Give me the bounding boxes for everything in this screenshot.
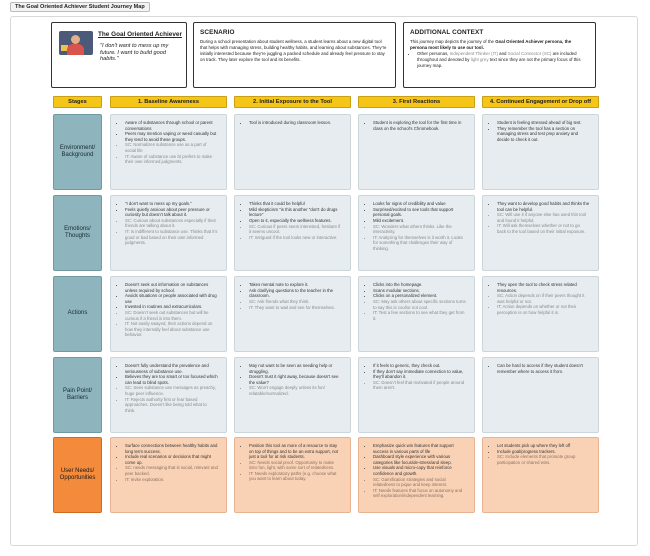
secondary-persona-note: • SC: Doesn't seek out substances but will be curious if a friend is into them. [125, 310, 218, 321]
row-label-pain-points: Pain Point/ Barriers [53, 357, 102, 433]
primary-persona-note: • Include goal/progress trackers. [497, 449, 590, 455]
cell-environment-stage-3[interactable] [358, 114, 475, 190]
scenario-text: During a school presentation about student wellness, a student learns about a new digital tool that helps with managing stress, building healthy habits, and learning about substances. They're initially interested because they're juggling a packed schedule and already feel pressure to stay on track. They later explore the tool and its benefits. [200, 39, 387, 62]
primary-persona-note: • Emphasize quick win features that support success in various parts of life [373, 443, 466, 454]
secondary-persona-note: • SC: Include elements that promote group participation or shared wins. [497, 454, 590, 465]
primary-persona-note: • Include real scenarios or decisions that might come up. [125, 454, 218, 465]
scenario-card [193, 22, 396, 88]
stage-header-2: 2. Initial Exposure to the Tool [234, 96, 351, 108]
primary-persona-note: • Surprised/excited to see tools that support personal goals. [373, 207, 466, 218]
cell-actions-stage-3[interactable] [358, 276, 475, 352]
primary-persona-note: • Student is feeling stressed ahead of big test. [497, 120, 590, 126]
primary-persona-note: • If it feels to generic, they check out. [373, 363, 466, 369]
secondary-persona-note: • IT: Analyzing for themselves is it worth it. Looks for something that challenges their way of thinking. [373, 235, 466, 252]
primary-persona-note: • Clicks into the homepage. [373, 282, 466, 288]
secondary-persona-note: • SC: Wonders what others thinks. Like the interactivity. [373, 224, 466, 235]
secondary-persona-note: • SC: Gamification strategies and social relatedness to pique and keep interest. [373, 477, 466, 488]
cell-user-needs-stage-1[interactable] [110, 437, 227, 513]
cell-emotions-stage-1[interactable] [110, 195, 227, 271]
primary-persona-note: • Doesn't fully understand the prevalence and seriousness of substance use. [125, 363, 218, 374]
persona-quote: "I don't want to mess up my future. I want to build good habits." [100, 43, 169, 63]
cell-pain-points-stage-4[interactable] [482, 357, 599, 433]
stage-header-4: 4. Continued Engagement or Drop off [482, 96, 599, 108]
secondary-persona-note: • IT: Needs features that focus on autonomy and self exploration/independent learning. [373, 488, 466, 499]
secondary-persona-note: • SC: Curious if peers seem interested, hesitant if it seems uncool. [249, 224, 342, 235]
secondary-persona-note: • IT: Rejects authority first or fear based approaches. Doesn't like being told what to think. [125, 397, 218, 414]
secondary-persona-note: • IT: Will ask themselves whether or not to go back to the tool based on their initial exposure. [497, 223, 590, 234]
secondary-persona-note: • SC: Needs social proof. Opportunity to make intro fun, light, with some sort of relatedness. [249, 460, 342, 471]
primary-persona-note: • Invested in routines and extracurriculars. [125, 304, 218, 310]
cell-actions-stage-1[interactable] [110, 276, 227, 352]
row-label-environment: Environment/ Background [53, 114, 102, 190]
cell-environment-stage-2[interactable] [234, 114, 351, 190]
primary-persona-note: • Position this tool as more of a resource to stay on top of things and to be an extra support, not just a tool for at risk students. [249, 443, 342, 460]
cell-user-needs-stage-4[interactable] [482, 437, 599, 513]
primary-persona-note: • Student is exploring the tool for the first time in class on the school's Chromebook. [373, 120, 466, 131]
primary-persona-note: • They want to develop good habits and thinks the tool can be helpful. [497, 201, 590, 212]
cell-actions-stage-2[interactable] [234, 276, 351, 352]
primary-persona-note: • Doesn't seek out information on substances unless required by school. [125, 282, 218, 293]
cell-environment-stage-1[interactable] [110, 114, 227, 190]
secondary-persona-note: • SC: Doesn't feel that motivated if people around them aren't. [373, 380, 466, 391]
additional-context-card [403, 22, 596, 88]
cell-pain-points-stage-3[interactable] [358, 357, 475, 433]
cell-pain-points-stage-2[interactable] [234, 357, 351, 433]
secondary-persona-note: • SC: Normalizes substance use as a part of social life [125, 142, 218, 153]
primary-persona-note: • Peers may mention vaping or weed casually but they tend to avoid these groups. [125, 131, 218, 142]
primary-persona-note: • Tool is introduced during classroom lesson. [249, 120, 342, 126]
secondary-persona-note: • IT: Aware of substance use bt prefers to make their own informed judgments. [125, 154, 218, 165]
secondary-persona-note: • IT: Needs exploratory paths (e.g. choose what you want to learn about today. [249, 471, 342, 482]
student-avatar-icon [59, 31, 93, 55]
secondary-persona-note: • IT: Test a few sections to see what they get from it. [373, 310, 466, 321]
secondary-persona-note: • SC: Won't engage deeply unless its fun/ relatable/normalized. [249, 385, 342, 396]
additional-context-title: ADDITIONAL CONTEXT [410, 29, 484, 36]
primary-persona-note: • Can be hard to access if they student doesn't remember where to access it from. [497, 363, 590, 374]
secondary-persona-note: • SC: Sees substance use messages as preachy, huge peer influence. [125, 385, 218, 396]
primary-persona-note: • Doesn't trust it right away, because doesn't see the value? [249, 374, 342, 385]
secondary-persona-note: • SC: Action depends on if their peers thought it was helpful or not. [497, 293, 590, 304]
primary-persona-note: • Feels quietly anxious about peer pressure or curiosity but doesn't talk about it. [125, 207, 218, 218]
primary-persona-note: • Believes they are too smart or too focused which can lead to blind spots. [125, 374, 218, 385]
primary-persona-note: • Takes mental note to explore it. [249, 282, 342, 288]
secondary-persona-note: • SC: Ask friends what they think. [249, 299, 342, 305]
primary-persona-note: • Clicks on a personalized element. [373, 293, 466, 299]
secondary-persona-note: • SC: Will use it if anyone else has used this tool and found it helpful. [497, 212, 590, 223]
secondary-persona-note: • SC: needs messaging that is social, relevant and peer backed. [125, 465, 218, 476]
cell-emotions-stage-4[interactable] [482, 195, 599, 271]
cell-pain-points-stage-1[interactable] [110, 357, 227, 433]
cell-user-needs-stage-2[interactable] [234, 437, 351, 513]
secondary-persona-note: • SC: Curious about substances especially if their friends are talking about it. [125, 218, 218, 229]
primary-persona-note: • Looks for signs of credibility and value [373, 201, 466, 207]
primary-persona-note: • Use visuals and micro-copy that reinforce confidence and growth. [373, 465, 466, 476]
secondary-persona-note: • IT: They want to wait and see for themselves. [249, 305, 342, 311]
primary-persona-note: • Surface connections between healthy habits and long term success. [125, 443, 218, 454]
primary-persona-note: • They remember the tool has a section on managing stress and test prep anxiety and decide to check it out. [497, 126, 590, 143]
page-title-tab[interactable]: The Goal Oriented Achiever Student Journey Map [10, 2, 150, 12]
primary-persona-note: • Ask clarifying questions to the teacher in the classroom. [249, 288, 342, 299]
primary-persona-note: • Mild skepticism "is this another "don't do drugs lecture" [249, 207, 342, 218]
stage-header-3: 3. First Reactions [358, 96, 475, 108]
primary-persona-note: • Mild excitement. [373, 218, 466, 224]
primary-persona-note: • Dashboard style experience with various categories like focus/de-stress/and sleep. [373, 454, 466, 465]
secondary-persona-note: • IT: Not easily swayed, their actions depend on how they internally feel about substance use behavior. [125, 321, 218, 338]
primary-persona-note: • Scans modular sections. [373, 288, 466, 294]
primary-persona-note: • "I don't want to mess up my goals." [125, 201, 218, 207]
secondary-persona-note: • IT: Action depends on whether or not their perception is on how helpful it is. [497, 304, 590, 315]
row-label-actions: Actions [53, 276, 102, 352]
persona-card [51, 22, 187, 88]
secondary-persona-note: • SC: May ask others about specific sections turns to say this is cool/or not cool. [373, 299, 466, 310]
primary-persona-note: • May not want to be seen as needing help or struggling. [249, 363, 342, 374]
primary-persona-note: • Aware of substances through school or parent conversations [125, 120, 218, 131]
row-label-emotions: Emotions/ Thoughts [53, 195, 102, 271]
row-label-user-needs: User Needs/ Opportunities [53, 437, 102, 513]
primary-persona-note: • If they don't say immediate connection to value, they'll abandon it. [373, 369, 466, 380]
primary-persona-note: • Thinks that it could be helpful [249, 201, 342, 207]
primary-persona-note: • Let students pick up where they left off [497, 443, 590, 449]
secondary-persona-note: • IT: Invite exploration. [125, 477, 218, 483]
cell-environment-stage-4[interactable] [482, 114, 599, 190]
primary-persona-note: • Open to it, especially the wellness features. [249, 218, 342, 224]
scenario-title: SCENARIO [200, 29, 235, 36]
additional-context-text: This journey map depicts the journey of the Goal Oriented Achiever persona, the persona most likely to use our tool. • Other personas, Independent Thinker (IT) and Social Connector (SC) are included throughout and denoted by light grey text since they are not the primary focus of this journey map. [410, 39, 589, 69]
primary-persona-note: • They open the tool to check stress related resources. [497, 282, 590, 293]
stages-header: Stages [53, 96, 102, 108]
cell-emotions-stage-3[interactable] [358, 195, 475, 271]
secondary-persona-note: • IT: Intrigued if the tool looks new or interactive. [249, 235, 342, 241]
stage-header-1: 1. Baseline Awareness [110, 96, 227, 108]
cell-actions-stage-4[interactable] [482, 276, 599, 352]
persona-title: The Goal Oriented Achiever [98, 31, 182, 38]
cell-emotions-stage-2[interactable] [234, 195, 351, 271]
primary-persona-note: • Avoids situations or people associated with drug use [125, 293, 218, 304]
cell-user-needs-stage-3[interactable] [358, 437, 475, 513]
secondary-persona-note: • IT: Is indifferent to substance use. Thinks that it's good or bad based on their own informed judgments. [125, 229, 218, 246]
